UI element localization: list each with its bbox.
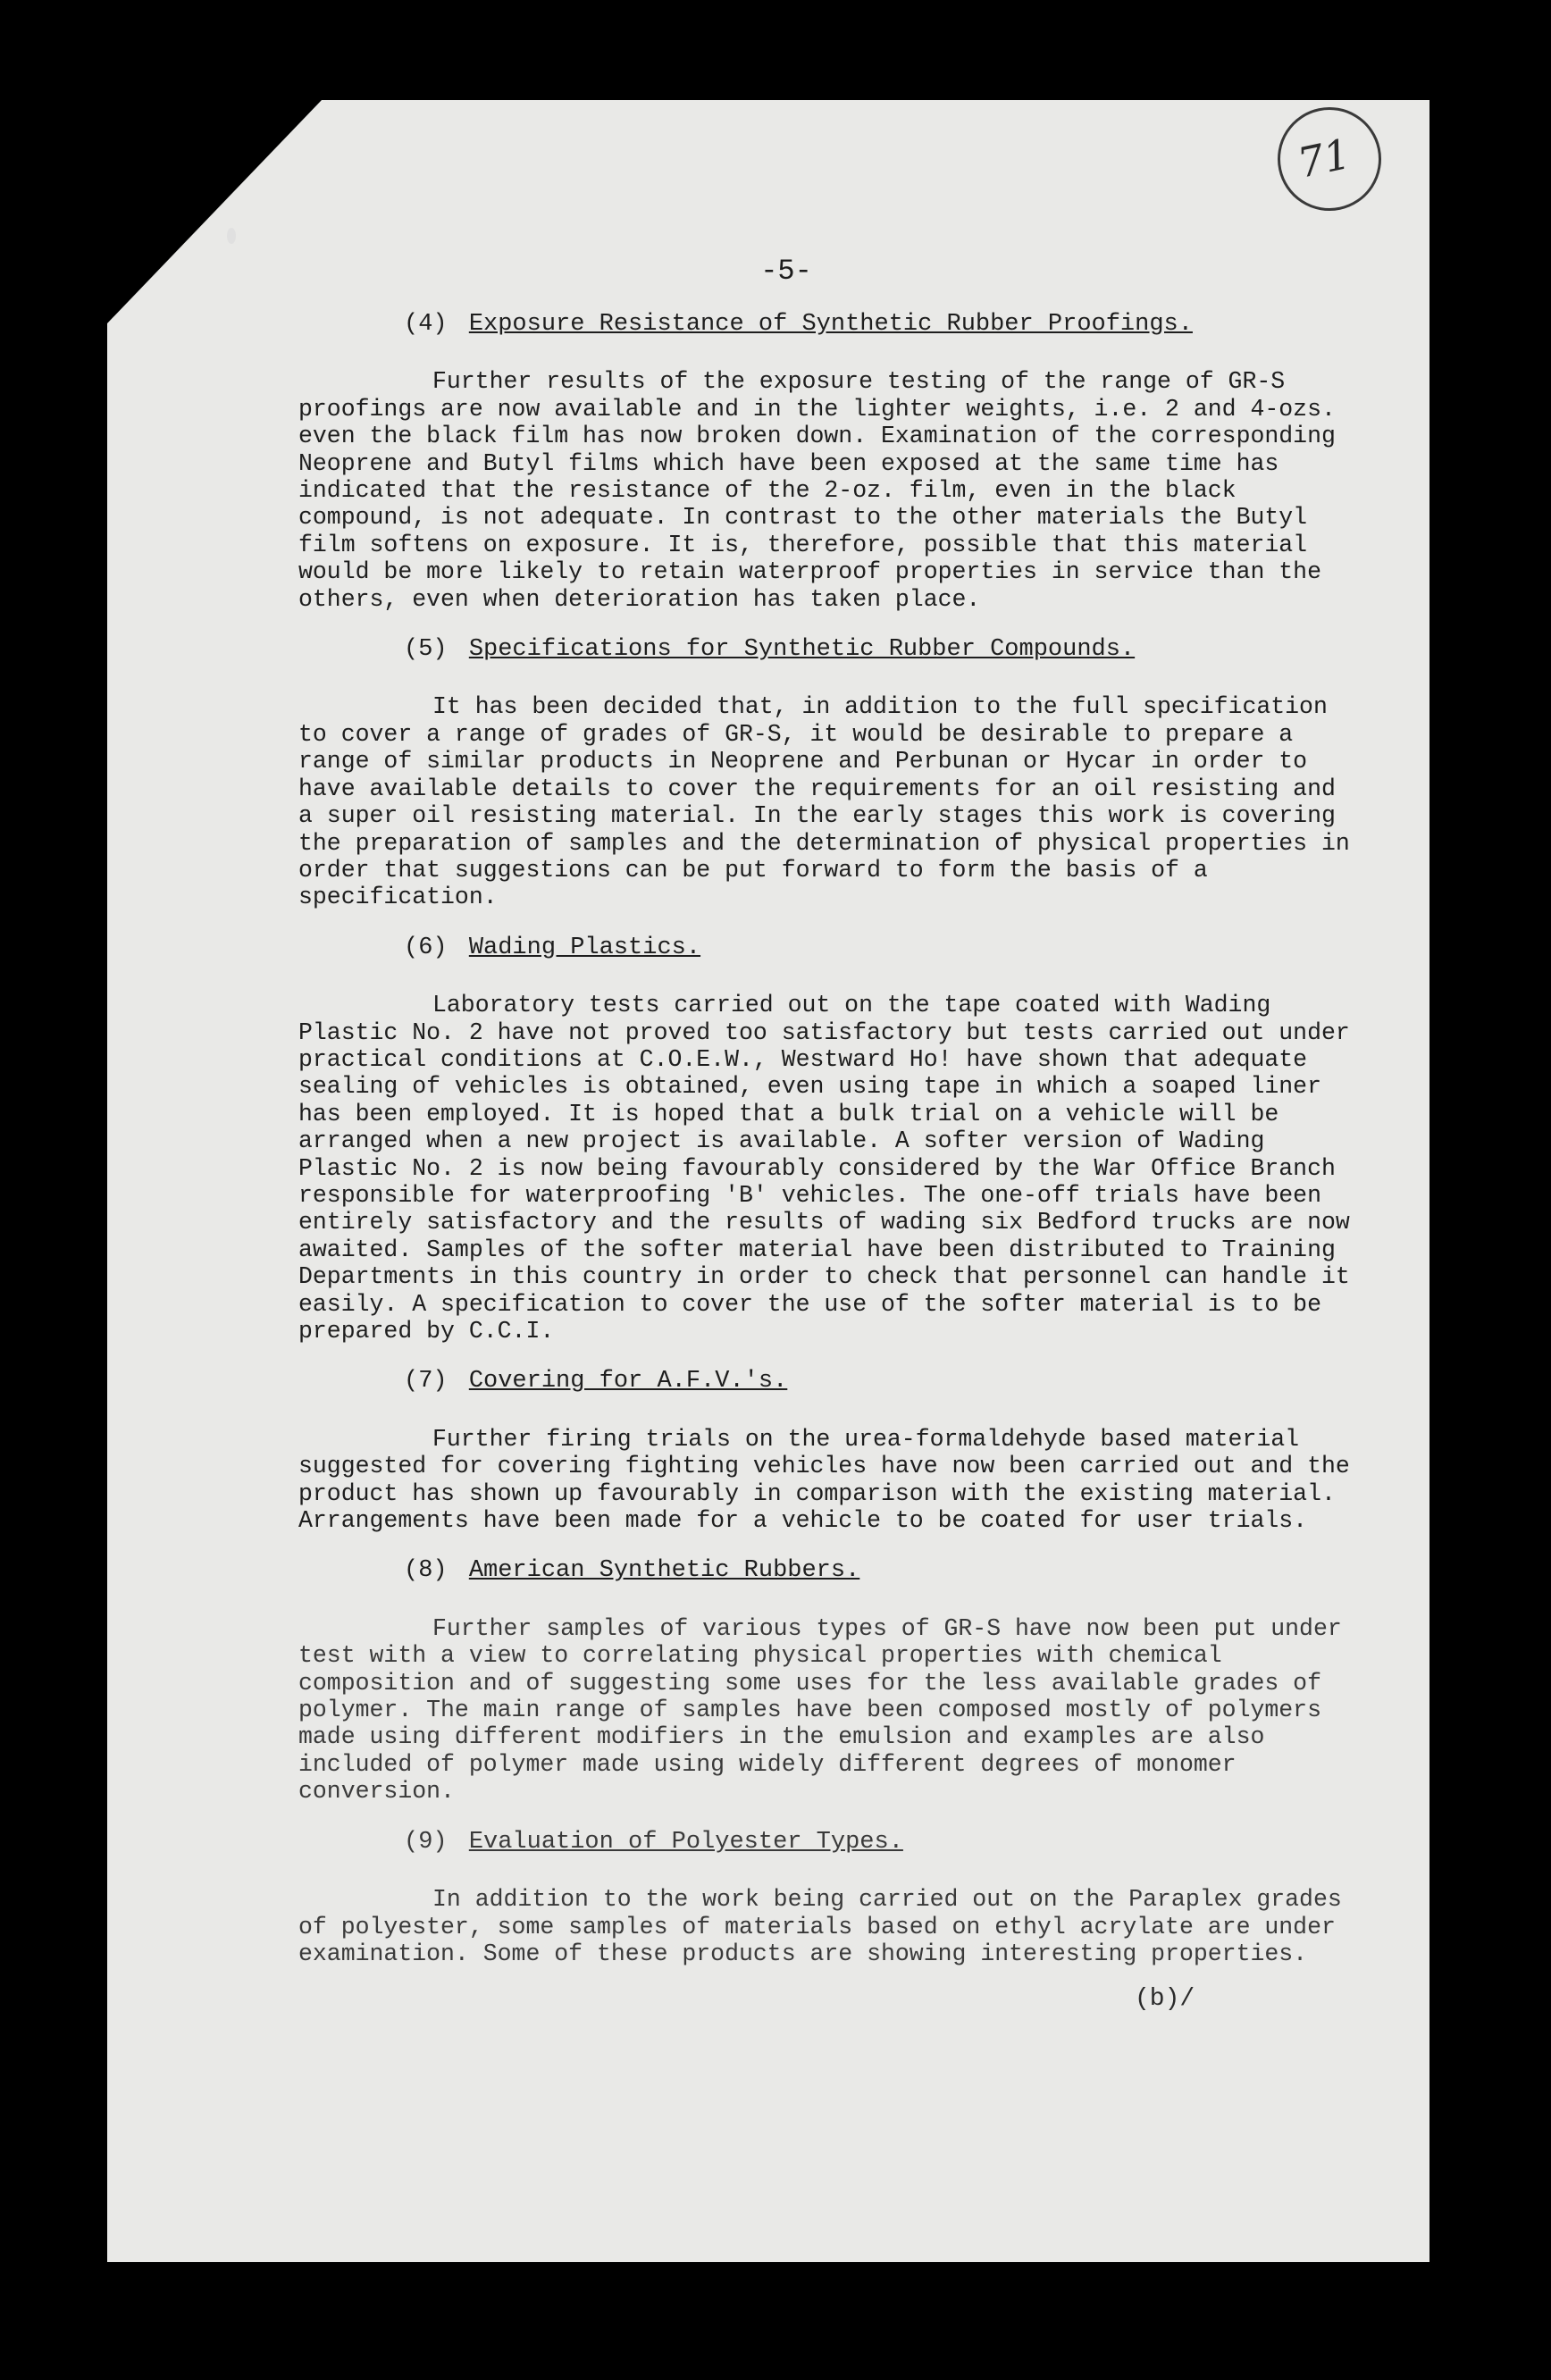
section-heading — [404, 311, 1362, 338]
section-title: Evaluation of Polyester Types. — [468, 1828, 903, 1856]
section-title: Specifications for Synthetic Rubber Compounds. — [468, 636, 1136, 664]
section-title: Wading Plastics. — [468, 934, 701, 961]
section-paragraph: It has been decided that, in addition to the full specification to cover a range of grades of GR-S, it would be desirable to prepare a range of similar products in Neoprene and Perbunan or Hycar in order to have available details to cover the requirements for an oil resisting and a super oil resisting material. In the early stages this work is covering the preparation of samples and the determination of physical properties in order that suggestions can be put forward to form the basis of a specification. — [298, 693, 1350, 911]
document-body — [298, 304, 1362, 1990]
section-paragraph: Further firing trials on the urea-formaldehyde based material suggested for covering fighting vehicles have now been carried out and the product has shown up favourably in comparison with the existing material. Arrangements have been made for a vehicle to be coated for user trials. — [298, 1425, 1350, 1535]
section-number: (4) — [404, 311, 448, 338]
section-heading — [404, 636, 1362, 663]
section-heading — [404, 1829, 1362, 1856]
section-paragraph: Laboratory tests carried out on the tape coated with Wading Plastic No. 2 have not proved too satisfactory but tests carried out under practical conditions at C.O.E.W., Westward Ho! have shown that adequate sealing of vehicles is obtained, even using tape in which a soaped liner has been employed. It is hoped that a bulk trial on a vehicle will be arranged when a new project is available. A softer version of Wading Plastic No. 2 is now being favourably considered by the War Office Branch responsible for waterproofing 'B' vehicles. The one-off trials have been entirely satisfactory and the results of wading six Bedford trucks are now awaited. Samples of the softer material have been distributed to Training Departments in this country in order to check that personnel can handle it easily. A specification to cover the use of the softer material is to be prepared by C.C.I. — [298, 992, 1350, 1345]
section-title: American Synthetic Rubbers. — [468, 1557, 860, 1585]
section-heading — [404, 1557, 1362, 1584]
section-title: Exposure Resistance of Synthetic Rubber Proofings. — [468, 311, 1193, 338]
section-heading — [404, 934, 1362, 961]
section-paragraph: Further results of the exposure testing of the range of GR-S proofings are now available and in the lighter weights, i.e. 2 and 4-ozs. even the black film has now broken down. Examination of the corresponding Neoprene and Butyl films which have been exposed at the same time has indicated that the resistance of the 2-oz. film, even in the black compound, is not adequate. In contrast to the other materials the Butyl film softens on exposure. It is, therefore, possible that this material would be more likely to retain waterproof properties in service than the others, even when deterioration has taken place. — [298, 368, 1336, 613]
section-number: (5) — [404, 636, 448, 664]
page-number: -5- — [760, 255, 812, 288]
catchword: (b)/ — [1135, 1985, 1195, 2013]
section-heading — [404, 1368, 1362, 1395]
section-number: (7) — [404, 1368, 448, 1395]
section-title: Covering for A.F.V.'s. — [468, 1368, 788, 1395]
section-number: (8) — [404, 1557, 448, 1585]
punch-hole — [227, 228, 236, 244]
section-paragraph: Further samples of various types of GR-S have now been put under test with a view to correlating physical properties with chemical composition and of suggesting some uses for the less available grades of polymer. The main range of samples have been composed mostly of polymers made using different modifiers in the emulsion and examples are also included of polymer made using widely different degrees of monomer conversion. — [298, 1614, 1342, 1806]
section-number: (9) — [404, 1828, 448, 1856]
section-number: (6) — [404, 934, 448, 961]
folio-number: 71 — [1293, 129, 1355, 188]
section-paragraph: In addition to the work being carried out on the Paraplex grades of polyester, some samples of materials based on ethyl acrylate are under examination. Some of these products are showing interesting properties. — [298, 1886, 1342, 1967]
